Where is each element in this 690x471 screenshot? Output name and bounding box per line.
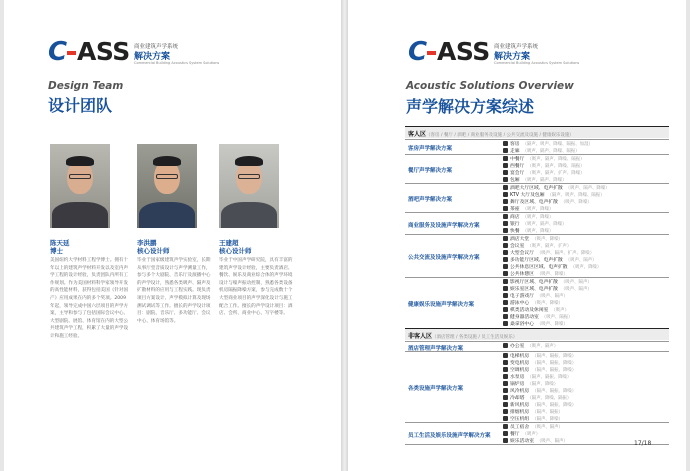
facility-icon [503,185,508,190]
solution-item-name: 西餐厅 [510,163,525,169]
solution-item-name: 公共休息区区域、电声扩散 [510,264,568,270]
person-3-bio: 毕业于中国声学研究院，具有丰富的建筑声学设计经验，主要负责酒店、餐饮、娱乐及商业综合体的声学环境设计与噪声振动控制，熟悉各类设备机房隔振降噪方案，参与完成数十个大型商业项目的声学深化设计与施工配合工作。擅长的声学设计项目：酒店、会所、商业中心、写字楼等。 [219,258,293,317]
facility-icon [503,170,508,175]
person-photo-3 [219,144,279,228]
page-fold [341,0,348,471]
solution-item-note: （隔声、隔振、降噪） [532,353,577,359]
facility-icon [503,156,508,161]
solution-row [405,351,669,422]
solution-item-name: 娱乐活动室 [510,438,534,444]
solution-item [503,431,540,438]
solution-item-note: （吸声、隔声、扩声、降噪） [537,250,595,256]
facility-icon [503,192,508,197]
solution-item-name: 影视厅区域、电声扩散 [510,279,558,285]
solution-item-note: （吸声、隔声） [527,343,559,349]
facility-icon [503,343,508,348]
solution-item [503,395,571,402]
person-photo-1 [50,144,110,228]
solution-row [405,234,669,277]
solution-item-name: 走廊 [510,148,520,154]
solution-item-name: 电梯机房 [510,353,530,359]
solution-row [405,183,669,212]
solution-item [503,141,593,148]
solution-row [405,341,669,351]
solution-item-name: 快餐 [510,228,520,234]
solution-item-note: （吸声、降噪） [522,214,554,220]
solution-row [405,277,669,327]
facility-icon [503,374,508,379]
solution-item-note: （吸声、隔声、扩声、降噪） [527,170,585,176]
solution-item-note: （吸声、隔声、降噪、隔振） [527,163,585,169]
facility-icon [503,431,508,436]
solution-item-note: （吸声、隔声） [565,257,597,263]
solution-item-name: 会议室 [510,243,525,249]
solution-item-note: （吸声、降噪） [532,236,563,242]
solution-item-note: （吸声、隔声、降噪） [565,185,610,191]
facility-icon [503,271,508,276]
facility-icon [503,279,508,284]
solution-item-note: （吸声） [522,431,541,437]
solution-item-name: 桑拿浴中心 [510,321,534,327]
person-3-name: 王建超 [219,239,239,247]
facility-icon [503,243,508,248]
solution-item [503,163,585,170]
facility-icon [503,360,508,365]
solution-item [503,293,568,300]
solution-item-note: （隔声、吸声、降噪、隔振） [547,192,605,198]
solution-item-name: 排烟机房 [510,409,530,415]
solution-item [503,300,563,307]
person-3-title: 核心设计师 [219,247,252,255]
solution-row-label: 健康娱乐设施声学解决方案 [408,301,475,308]
facility-icon [503,424,508,429]
solution-item-note: （吸声、隔声） [560,279,592,285]
facility-icon [503,300,508,305]
solution-item-name: KTV 大厅及包厢 [510,192,545,198]
staff-area-band [405,328,669,340]
solution-item-name: 餐厅 [510,431,520,437]
solution-item-note: （吸声、隔振） [541,314,573,320]
solution-item-name: 员工宿舍 [510,424,530,430]
solution-item [503,374,571,381]
facility-icon [503,163,508,168]
section-title-en: Design Team [48,80,124,92]
page-number: 17/18 [634,440,652,447]
section-title-cn: 设计团队 [48,96,113,115]
solution-item [503,199,592,206]
solution-item-note: （吸声、隔声） [537,438,568,444]
logo-en-name: Commercial Building Acoustics System Solutions [494,61,580,65]
solution-item-name: 客房 [510,141,520,147]
solution-item [503,243,571,250]
solution-item-note: （吸声、隔声） [560,286,592,292]
solution-item [503,192,605,199]
facility-icon [503,250,508,255]
solution-item-name: 办公室 [510,343,525,349]
guest-area-band-title: 客人区 [408,131,427,138]
solution-item-note: （吸声、降噪） [537,321,568,327]
person-1-title: 博士 [50,247,63,255]
solution-row-label: 酒店管理声学解决方案 [408,345,464,352]
person-1-name: 陈天延 [50,239,70,247]
facility-icon [503,409,508,414]
solution-item-name: 公共休憩区 [510,271,534,277]
section-title-en: Acoustic Solutions Overview [406,80,574,92]
solution-row-label: 客房声学解决方案 [408,146,453,152]
logo-red-dash [67,51,76,55]
guest-area-band [405,126,669,138]
solution-item [503,257,597,264]
solution-item-note: （隔声、隔振、降噪） [532,360,577,366]
solution-item-note: （吸声、降噪） [570,264,602,270]
solution-item [503,221,567,228]
solution-item [503,409,563,416]
section-title-cn: 声学解决方案综述 [406,97,535,116]
solution-item-name: 健身器活动室 [510,314,539,320]
facility-icon [503,395,508,400]
solution-item [503,250,594,257]
table-bottom-rule [405,444,669,445]
solution-item-name: 棋类活动及休闲室 [510,307,549,313]
solution-row-label: 公共交流及设施声学解决方案 [408,255,480,261]
facility-icon [503,206,508,211]
facility-icon [503,314,508,319]
person-2-title: 核心设计师 [137,247,170,255]
facility-icon [503,353,508,358]
solution-item-name: 商店 [510,214,520,220]
solution-item-name: 变电机房 [510,360,530,366]
solution-item [503,367,576,374]
solution-item-note: （吸声、隔声、降噪、隔振） [522,148,580,154]
solution-item-note: （吸声、降噪） [560,199,592,205]
logo-red-dash [427,51,436,55]
solution-item-name: 游泳中心 [510,300,530,306]
facility-icon [503,402,508,407]
solution-item-note: （隔声、隔振、降噪） [527,374,572,380]
solution-item-name: 娱乐室区域、电声扩散 [510,286,558,292]
solution-item-note: （隔声、隔振、降噪） [532,367,577,373]
solution-item-name: 空调机房 [510,367,530,373]
guest-area-band-text [408,129,574,138]
solution-row [405,139,669,154]
person-2-bio: 毕业于国家级建筑声学实验室，长期从事厅堂音质设计与声学测量工作，参与多个大剧院、音乐厅及演播中心的声学设计，熟悉各类吸声、隔声及扩散材料的应用与工程实践。现负责项目方案设计、声学模拟计算及现场测试调试等工作。擅长的声学设计项目：剧院、音乐厅、多功能厅、会议中心、体育场馆等。 [137,258,211,324]
logo-letters-ass: ASS [77,37,130,66]
logo-tagline: 解决方案 [494,52,531,62]
solution-item [503,321,568,328]
solution-item-name: 大型会议厅 [510,250,534,256]
solution-item [503,388,576,395]
staff-area-band-title: 非客人区 [408,333,433,340]
facility-icon [503,293,508,298]
solution-item-note: （吸声、降噪） [537,271,568,277]
solution-row [405,212,669,234]
solution-item-name: 宴会厅 [510,170,525,176]
solution-item-note: （隔声、降噪） [532,416,563,422]
solution-item [503,264,601,271]
facility-icon [503,416,508,421]
person-1-bio: 美国纽约大学材料工程学博士。拥有十年以上的建筑声学材料开发以及室内声学工程的设计经验，负责团队内所有工作规划。作为美国材料科学家领导开发的高性能材料，获得包括美国《针对国产》应用成果在内的多个奖项。2009年起，领导完成中国六层项目的声学方案，主导和参与了包括国际会议中心、大型剧院、展馆、体育馆在内的大型公共建筑声学工程，积累了大量的声学设计和施工经验。 [50,258,129,339]
solution-item [503,424,563,431]
solution-item-note: （隔声、吸声、降噪、隔振、加湿） [522,141,593,147]
solution-item [503,286,592,293]
solution-item-name: 风冷机房 [510,388,530,394]
facility-icon [503,221,508,226]
solution-item-note: （吸声、降噪） [522,228,554,234]
solution-row-label: 酒吧声学解决方案 [408,197,453,203]
solution-item-name: 中餐厅 [510,156,525,162]
solution-item-note: （隔声、隔振、降噪） [532,402,577,408]
solution-item [503,314,573,321]
facility-icon [503,286,508,291]
facility-icon [503,141,508,146]
right-page [348,0,686,471]
logo-tagline: 解决方案 [134,52,171,62]
solution-item-note: （吸声、隔声） [537,293,568,299]
facility-icon [503,367,508,372]
person-photo-2 [137,144,197,228]
solution-item-name: 空压机组 [510,416,530,422]
solution-item-note: （吸声、隔声、降噪、隔振） [527,156,585,162]
logo-letter-c: C [48,37,68,67]
facility-icon [503,214,508,219]
solution-row-label: 员工生活及娱乐设施声学解决方案 [408,432,491,439]
facility-icon [503,228,508,233]
solution-row-label: 商业服务及设施声学解决方案 [408,222,480,229]
solution-item-name: 冷却塔 [510,395,525,401]
facility-icon [503,381,508,386]
facility-icon [503,177,508,182]
logo-cn-name: 商业建筑声学系统 [134,44,179,50]
solution-item-name: 水泵房 [510,374,525,380]
solution-item [503,353,576,360]
solution-row-label: 各类设施声学解决方案 [408,386,464,392]
solution-item-note: （隔声、隔振、降噪） [532,388,577,394]
staff-area-band-subtitle: （酒店管理 / 各类设施 / 员工生活及娱乐） [432,335,518,340]
solution-item [503,279,592,286]
staff-area-band-text [408,331,517,340]
solution-item-name: 锅炉房 [510,381,525,387]
facility-icon [503,438,508,443]
solution-item-note: （隔声、降噪） [527,381,559,387]
solution-item-name: 酒吧大厅区域、电声扩散 [510,185,563,191]
solution-item-note: （吸声、隔声、降噪） [522,221,567,227]
solution-item-note: （隔声、降噪、隔振） [527,395,572,401]
solution-row [405,154,669,183]
guest-area-band-subtitle: （客房 / 餐厅 / 酒吧 / 商业服务及设施 / 公共交流及设施 / 健康娱乐设施） [426,133,574,138]
solution-item-note: （吸声、隔声、扩声） [527,243,572,249]
facility-icon [503,321,508,326]
facility-icon [503,148,508,153]
logo-en-name: Commercial Building Acoustics System Solutions [134,61,220,65]
solution-item [503,236,563,243]
solution-item [503,402,576,409]
solution-item-note: （吸声、降噪） [522,206,554,212]
facility-icon [503,307,508,312]
solution-item-name: 银行 [510,221,520,227]
solution-item-name: 新风机房 [510,402,530,408]
solution-item-name: 多功能厅区域、电声扩散 [510,257,563,263]
solution-item-note: （吸声、降噪） [532,300,563,306]
solution-item-name: 舞厅及区域、电声扩散 [510,199,558,205]
solution-item [503,185,610,192]
solution-item-note: （隔声、隔振） [532,409,563,415]
solution-item [503,360,576,367]
person-2-name: 李洪鹏 [137,239,157,247]
solution-item [503,156,585,163]
facility-icon [503,199,508,204]
facility-icon [503,264,508,269]
solution-item [503,381,558,388]
solution-item-name: 电子游戏厅 [510,293,534,299]
solution-row [405,422,669,444]
solution-item [503,343,558,350]
solution-item [503,214,553,221]
facility-icon [503,236,508,241]
solution-item-note: （吸声、隔声） [532,424,563,430]
left-page [4,0,341,471]
facility-icon [503,388,508,393]
solution-item-note: （吸声） [551,307,569,313]
logo-cn-name: 商业建筑声学系统 [494,44,539,50]
solution-item [503,170,585,177]
solution-item-name: 茶座 [510,206,520,212]
solution-item-note: （吸声、隔声、降噪） [522,177,567,183]
logo-letters-ass: ASS [437,37,490,66]
solution-row-label: 餐厅声学解决方案 [408,168,453,174]
facility-icon [503,257,508,262]
logo-letter-c: C [408,37,428,67]
solution-item-name: 酒店大堂 [510,236,530,242]
solution-item-name: 包厢 [510,177,520,183]
solution-item [503,307,569,314]
